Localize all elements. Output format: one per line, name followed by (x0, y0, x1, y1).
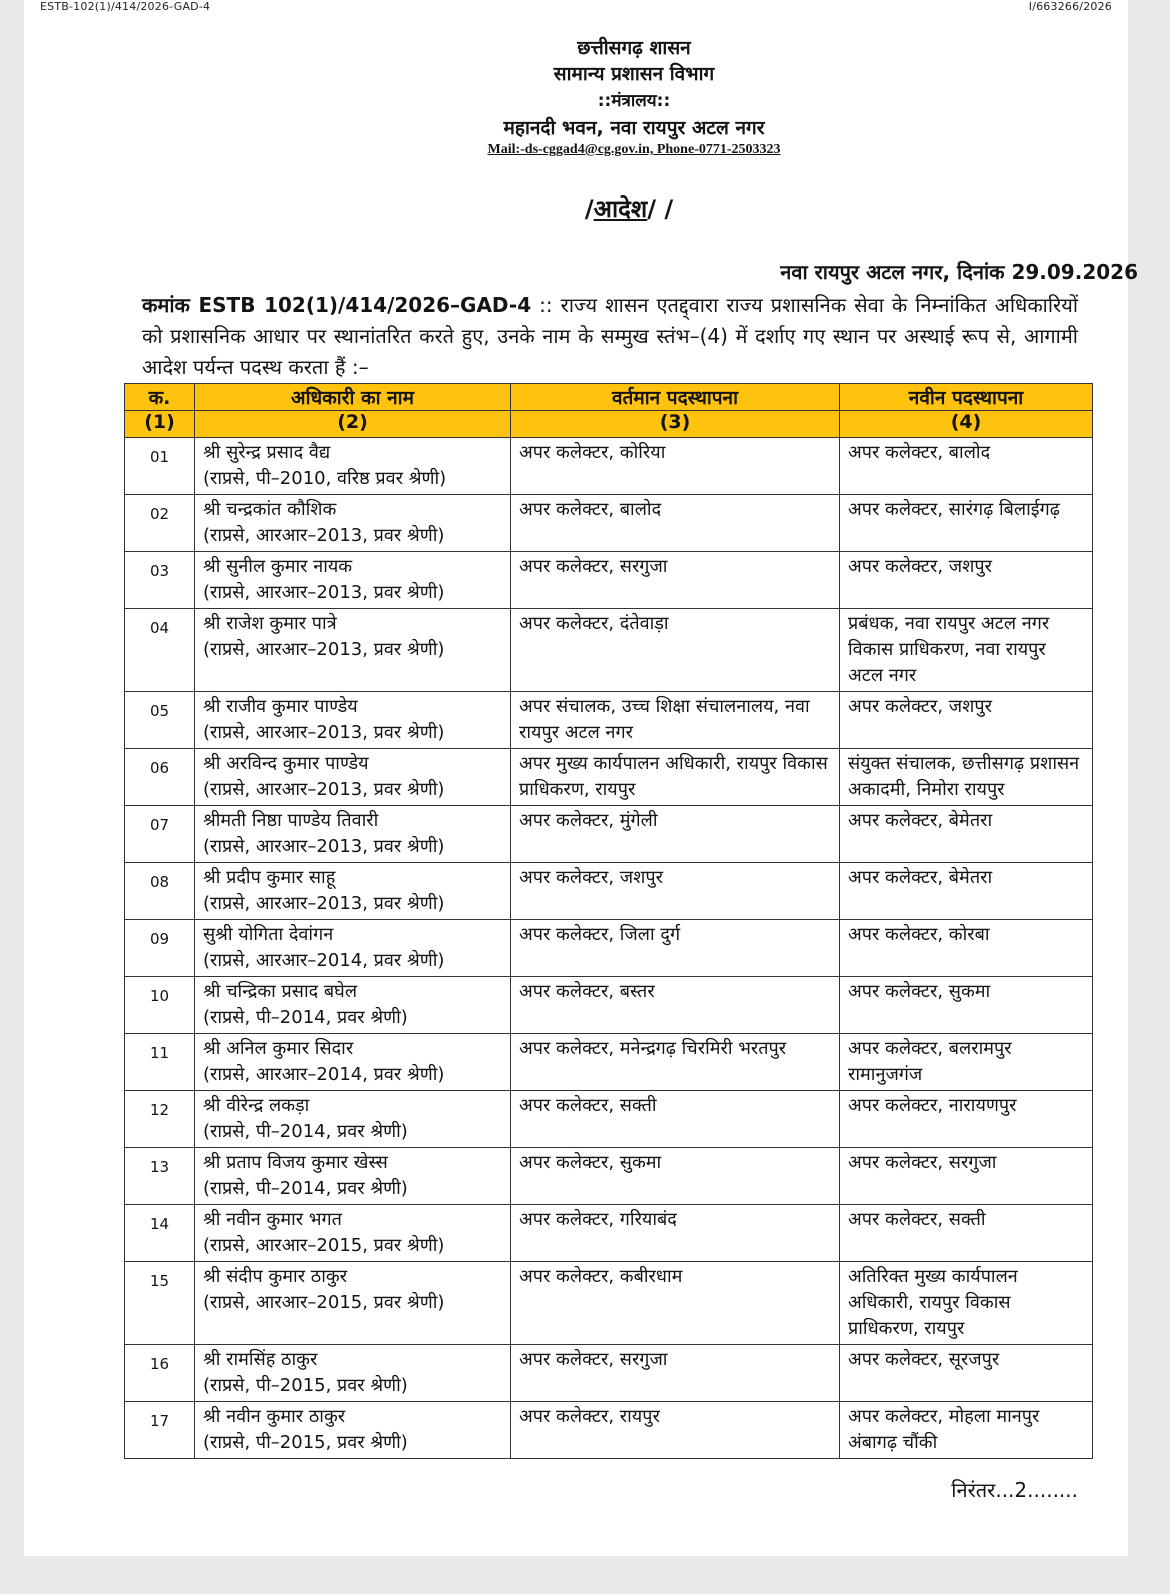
table-row (125, 863, 1093, 920)
officer-service: (राप्रसे, आरआर–2013, प्रवर श्रेणी) (203, 525, 445, 546)
officer-name: श्री अनिल कुमार सिदार (203, 1038, 354, 1059)
cell-new-posting: अपर कलेक्टर, सूरजपुर (840, 1345, 1093, 1402)
table-row (125, 806, 1093, 863)
officer-name: श्री प्रदीप कुमार साहू (203, 867, 336, 888)
ministry-label: ::मंत्रालय:: (597, 91, 671, 111)
officer-name: श्री वीरेन्द्र लकड़ा (203, 1095, 310, 1116)
table-row (125, 977, 1093, 1034)
cell-officer (195, 438, 511, 495)
place-date-line: नवा रायपुर अटल नगर, दिनांक 29.09.2026 (780, 260, 1138, 284)
table-colnum-row (125, 411, 1093, 438)
office-address: महानदी भवन, नवा रायपुर अटल नगर (503, 117, 765, 139)
cell-new-posting: अपर कलेक्टर, जशपुर (840, 692, 1093, 749)
file-reference-left: ESTB-102(1)/414/2026-GAD-4 (40, 0, 211, 13)
table-row (125, 1345, 1093, 1402)
cell-new-posting: अपर कलेक्टर, बलरामपुर रामानुजगंज (840, 1034, 1093, 1091)
cell-new-posting: अपर कलेक्टर, सारंगढ़ बिलाईगढ़ (840, 495, 1093, 552)
officer-service: (राप्रसे, आरआर–2013, प्रवर श्रेणी) (203, 893, 445, 914)
col-header-current: वर्तमान पदस्थापना (511, 384, 840, 411)
cell-current-posting: अपर कलेक्टर, बस्तर (511, 977, 840, 1034)
table-row (125, 749, 1093, 806)
cell-officer (195, 1402, 511, 1459)
cell-serial: 11 (125, 1034, 195, 1091)
department-name: सामान्य प्रशासन विभाग (553, 63, 715, 85)
cell-serial: 16 (125, 1345, 195, 1402)
cell-current-posting: अपर कलेक्टर, गरियाबंद (511, 1205, 840, 1262)
cell-new-posting: अपर कलेक्टर, बालोद (840, 438, 1093, 495)
cell-new-posting: अतिरिक्त मुख्य कार्यपालन अधिकारी, रायपुर विकास प्राधिकरण, रायपुर (840, 1262, 1093, 1345)
order-text: :: राज्य शासन एतद्द्वारा राज्य प्रशासनिक सेवा के निम्नांकित अधिकारियों को प्रशासनिक आधार पर स्थानांतरित करते हुए, उनके नाम के सम्मुख स्तंभ–(4) में दर्शाए गए स्थान पर अस्थाई रूप से, आगामी आदेश पर्यन्त पदस्थ करता हैं :– (142, 293, 1079, 379)
officer-name: श्री चन्द्रिका प्रसाद बघेल (203, 981, 358, 1002)
table-row (125, 552, 1093, 609)
cell-current-posting: अपर कलेक्टर, सुकमा (511, 1148, 840, 1205)
officer-service: (राप्रसे, आरआर–2013, प्रवर श्रेणी) (203, 779, 445, 800)
officer-name: श्री प्रताप विजय कुमार खेस्स (203, 1152, 388, 1173)
table-row (125, 495, 1093, 552)
col-header-sn: क. (125, 384, 195, 411)
col-header-new: नवीन पदस्थापना (840, 384, 1093, 411)
order-title (24, 192, 1170, 225)
cell-officer (195, 749, 511, 806)
cell-officer (195, 977, 511, 1034)
cell-current-posting: अपर कलेक्टर, कबीरधाम (511, 1262, 840, 1345)
cell-serial: 03 (125, 552, 195, 609)
col-number-3: (3) (511, 411, 840, 438)
cell-current-posting: अपर कलेक्टर, जिला दुर्ग (511, 920, 840, 977)
cell-current-posting: अपर कलेक्टर, सक्ती (511, 1091, 840, 1148)
cell-current-posting: अपर कलेक्टर, सरगुजा (511, 552, 840, 609)
continued-note: निरंतर...2........ (951, 1478, 1078, 1502)
officer-name: श्री राजेश कुमार पात्रे (203, 613, 337, 634)
col-number-4: (4) (840, 411, 1093, 438)
document-page (24, 0, 1138, 1556)
officer-service: (राप्रसे, आरआर–2015, प्रवर श्रेणी) (203, 1292, 445, 1313)
cell-officer (195, 552, 511, 609)
cell-current-posting: अपर कलेक्टर, सरगुजा (511, 1345, 840, 1402)
officer-service: (राप्रसे, आरआर–2013, प्रवर श्रेणी) (203, 722, 445, 743)
officer-name: श्री रामसिंह ठाकुर (203, 1349, 318, 1370)
cell-new-posting: अपर कलेक्टर, मोहला मानपुर अंबागढ़ चौंकी (840, 1402, 1093, 1459)
cell-serial: 15 (125, 1262, 195, 1345)
officer-service: (राप्रसे, आरआर–2013, प्रवर श्रेणी) (203, 639, 445, 660)
table-row (125, 920, 1093, 977)
cell-officer (195, 495, 511, 552)
transfer-table (124, 383, 1093, 1459)
cell-new-posting: अपर कलेक्टर, कोरबा (840, 920, 1093, 977)
table-row (125, 438, 1093, 495)
officer-service: (राप्रसे, आरआर–2013, प्रवर श्रेणी) (203, 582, 445, 603)
table-row (125, 1205, 1093, 1262)
cell-officer (195, 920, 511, 977)
cell-new-posting: अपर कलेक्टर, नारायणपुर (840, 1091, 1093, 1148)
cell-serial: 08 (125, 863, 195, 920)
cell-new-posting: संयुक्त संचालक, छत्तीसगढ़ प्रशासन अकादमी, निमोरा रायपुर (840, 749, 1093, 806)
table-row (125, 1091, 1093, 1148)
cell-serial: 06 (125, 749, 195, 806)
officer-service: (राप्रसे, पी–2015, प्रवर श्रेणी) (203, 1375, 408, 1396)
cell-serial: 09 (125, 920, 195, 977)
officer-name: श्री नवीन कुमार ठाकुर (203, 1406, 346, 1427)
cell-current-posting: अपर मुख्य कार्यपालन अधिकारी, रायपुर विकास प्राधिकरण, रायपुर (511, 749, 840, 806)
officer-service: (राप्रसे, आरआर–2014, प्रवर श्रेणी) (203, 1064, 445, 1085)
file-reference-right: I/663266/2026 (1028, 0, 1112, 13)
cell-serial: 02 (125, 495, 195, 552)
cell-new-posting: अपर कलेक्टर, बेमेतरा (840, 863, 1093, 920)
officer-name: श्रीमती निष्ठा पाण्डेय तिवारी (203, 810, 379, 831)
officer-name: श्री संदीप कुमार ठाकुर (203, 1266, 348, 1287)
cell-new-posting: अपर कलेक्टर, सक्ती (840, 1205, 1093, 1262)
officer-service: (राप्रसे, पी–2010, वरिष्ठ प्रवर श्रेणी) (203, 468, 447, 489)
officer-name: श्री राजीव कुमार पाण्डेय (203, 696, 358, 717)
cell-serial: 13 (125, 1148, 195, 1205)
officer-service: (राप्रसे, आरआर–2014, प्रवर श्रेणी) (203, 950, 445, 971)
cell-serial: 01 (125, 438, 195, 495)
cell-current-posting: अपर कलेक्टर, कोरिया (511, 438, 840, 495)
col-number-2: (2) (195, 411, 511, 438)
order-title-suffix: / / (647, 195, 674, 223)
cell-officer (195, 692, 511, 749)
officer-service: (राप्रसे, पी–2015, प्रवर श्रेणी) (203, 1432, 408, 1453)
cell-new-posting: अपर कलेक्टर, सरगुजा (840, 1148, 1093, 1205)
officer-name: सुश्री योगिता देवांगन (203, 924, 334, 945)
cell-officer (195, 1034, 511, 1091)
cell-serial: 04 (125, 609, 195, 692)
cell-current-posting: अपर कलेक्टर, मुंगेली (511, 806, 840, 863)
cell-officer (195, 1345, 511, 1402)
table-row (125, 1034, 1093, 1091)
cell-officer (195, 806, 511, 863)
cell-serial: 05 (125, 692, 195, 749)
cell-new-posting: अपर कलेक्टर, सुकमा (840, 977, 1093, 1034)
cell-current-posting: अपर कलेक्टर, दंतेवाड़ा (511, 609, 840, 692)
officer-service: (राप्रसे, आरआर–2013, प्रवर श्रेणी) (203, 836, 445, 857)
officer-service: (राप्रसे, पी–2014, प्रवर श्रेणी) (203, 1007, 408, 1028)
table-row (125, 1262, 1093, 1345)
order-title-word: आदेश (593, 195, 648, 223)
cell-officer (195, 1262, 511, 1345)
cell-current-posting: अपर कलेक्टर, बालोद (511, 495, 840, 552)
officer-service: (राप्रसे, पी–2014, प्रवर श्रेणी) (203, 1178, 408, 1199)
cell-serial: 10 (125, 977, 195, 1034)
cell-officer (195, 1148, 511, 1205)
officer-service: (राप्रसे, पी–2014, प्रवर श्रेणी) (203, 1121, 408, 1142)
cell-serial: 17 (125, 1402, 195, 1459)
cell-current-posting: अपर संचालक, उच्च शिक्षा संचालनालय, नवा रायपुर अटल नगर (511, 692, 840, 749)
table-row (125, 609, 1093, 692)
table-header-row (125, 384, 1093, 411)
officer-name: श्री नवीन कुमार भगत (203, 1209, 342, 1230)
col-number-1: (1) (125, 411, 195, 438)
govt-name: छत्तीसगढ़ शासन (577, 37, 691, 59)
officer-name: श्री सुनील कुमार नायक (203, 556, 353, 577)
cell-current-posting: अपर कलेक्टर, जशपुर (511, 863, 840, 920)
cell-new-posting: अपर कलेक्टर, बेमेतरा (840, 806, 1093, 863)
cell-serial: 07 (125, 806, 195, 863)
order-reference: कमांक ESTB 102(1)/414/2026–GAD-4 (142, 293, 532, 317)
cell-officer (195, 609, 511, 692)
table-row (125, 1148, 1093, 1205)
officer-name: श्री अरविन्द कुमार पाण्डेय (203, 753, 369, 774)
officer-name: श्री चन्द्रकांत कौशिक (203, 499, 337, 520)
cell-officer (195, 1205, 511, 1262)
cell-officer (195, 1091, 511, 1148)
officer-name: श्री सुरेन्द्र प्रसाद वैद्य (203, 442, 331, 463)
cell-officer (195, 863, 511, 920)
table-row (125, 1402, 1093, 1459)
order-paragraph (142, 290, 1078, 383)
cell-serial: 12 (125, 1091, 195, 1148)
cell-current-posting: अपर कलेक्टर, मनेन्द्रगढ़ चिरमिरी भरतपुर (511, 1034, 840, 1091)
order-title-prefix: / (584, 195, 594, 223)
cell-serial: 14 (125, 1205, 195, 1262)
cell-new-posting: प्रबंधक, नवा रायपुर अटल नगर विकास प्राधिकरण, नवा रायपुर अटल नगर (840, 609, 1093, 692)
cell-new-posting: अपर कलेक्टर, जशपुर (840, 552, 1093, 609)
cell-current-posting: अपर कलेक्टर, रायपुर (511, 1402, 840, 1459)
officer-service: (राप्रसे, आरआर–2015, प्रवर श्रेणी) (203, 1235, 445, 1256)
contact-line: Mail:-ds-cggad4@cg.gov.in, Phone-0771-2503323 (487, 142, 781, 157)
col-header-name: अधिकारी का नाम (195, 384, 511, 411)
table-row (125, 692, 1093, 749)
